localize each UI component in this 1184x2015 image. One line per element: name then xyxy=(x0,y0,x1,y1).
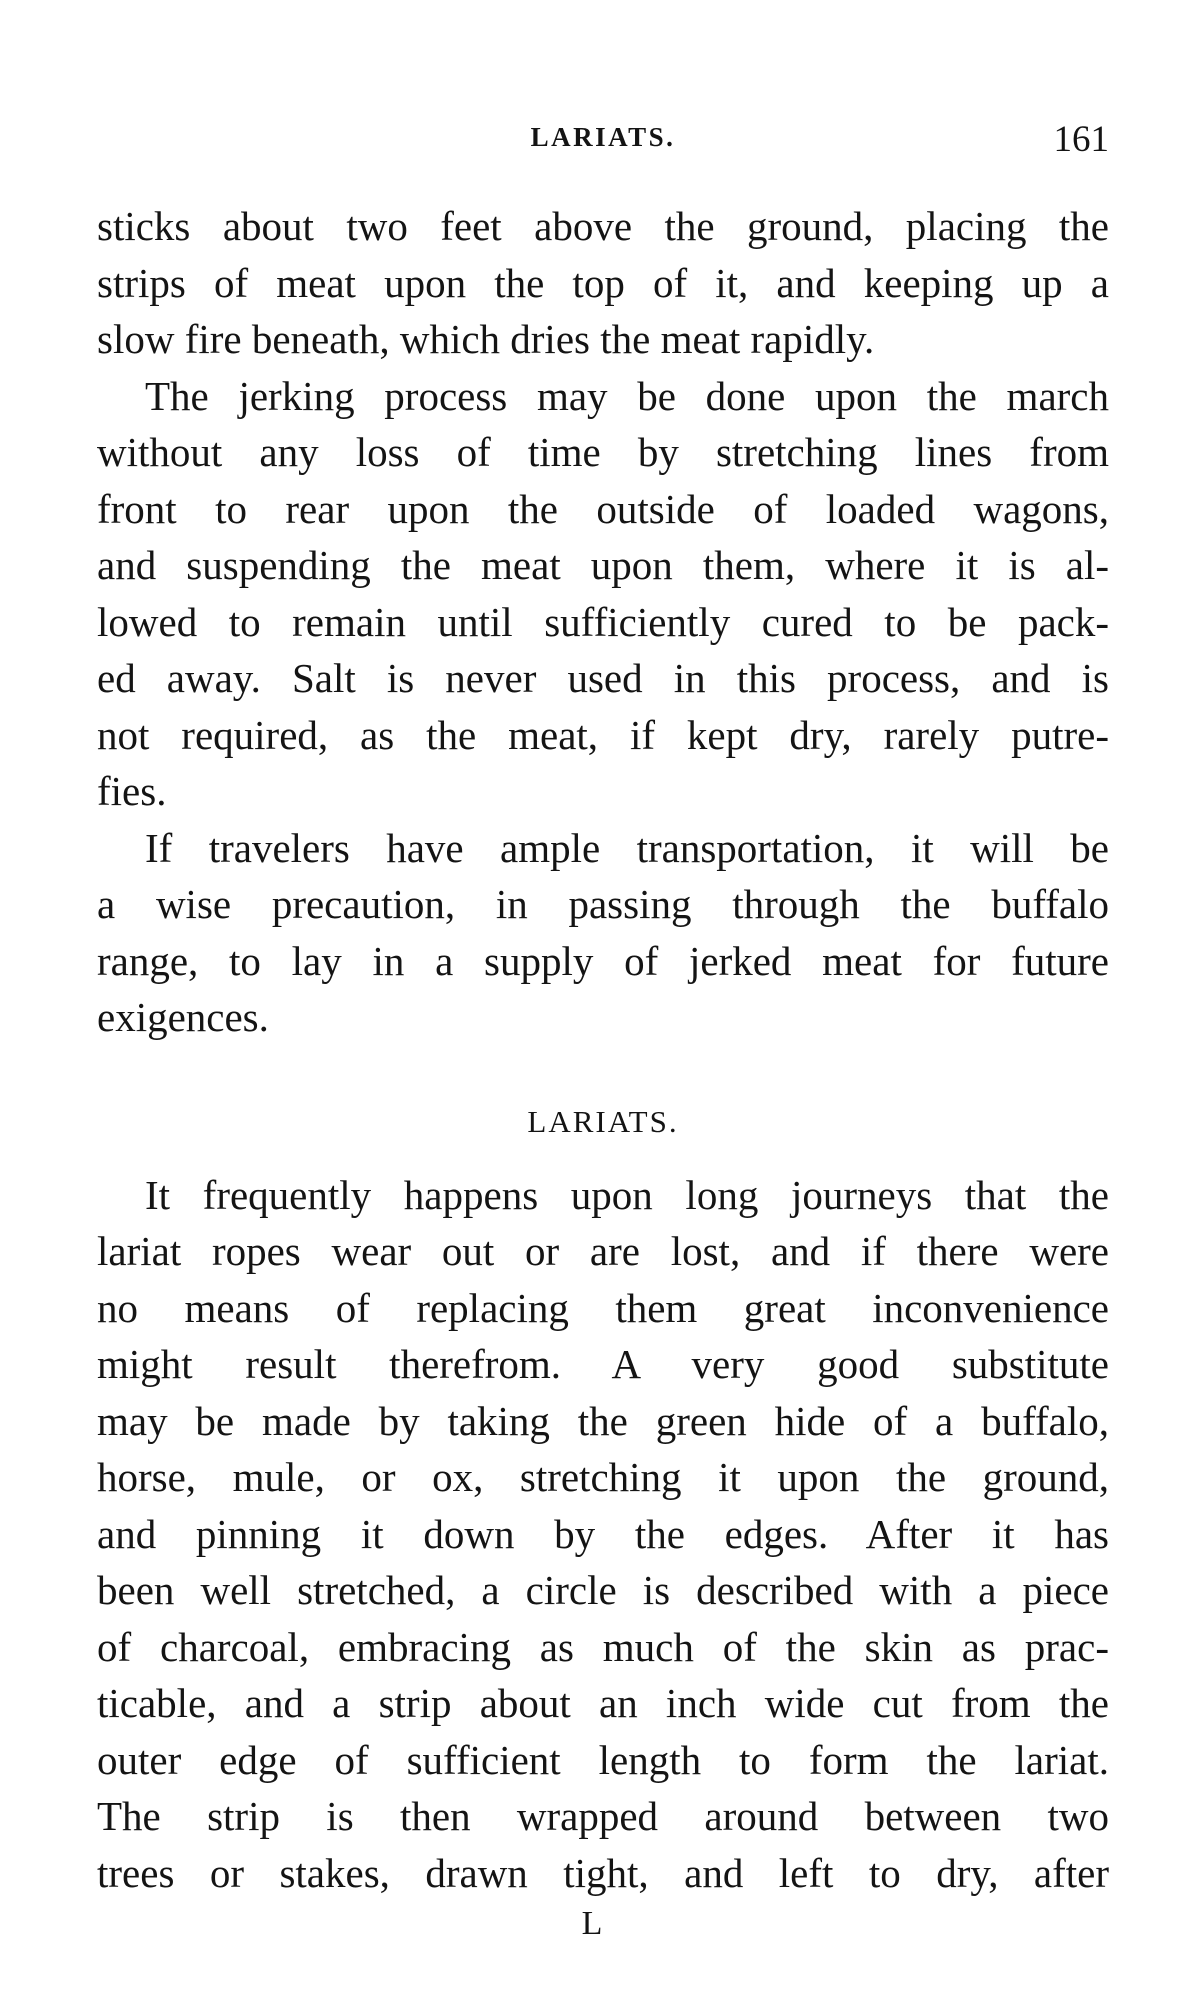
section-heading: LARIATS. xyxy=(527,1103,679,1139)
text-line: ed away. Salt is never used in this process, and is xyxy=(97,655,1109,701)
text-line: If travelers have ample transportation, it will be xyxy=(145,824,1109,871)
paragraph-jerking-on-march xyxy=(97,368,1109,820)
text-line: ticable, and a strip about an inch wide cut from the xyxy=(97,1680,1109,1726)
text-line: might result therefrom. A very good substitute xyxy=(97,1341,1109,1387)
text-line: outer edge of sufficient length to form the lariat. xyxy=(97,1736,1109,1783)
text-line: fies. xyxy=(97,768,167,814)
text-line: The jerking process may be done upon the march xyxy=(145,372,1109,419)
text-line: of charcoal, embracing as much of the skin as prac- xyxy=(97,1623,1109,1670)
text-line: The strip is then wrapped around between two xyxy=(97,1793,1109,1839)
text-line: without any loss of time by stretching lines from xyxy=(97,429,1109,475)
running-head xyxy=(97,118,1109,168)
text-line: lariat ropes wear out or are lost, and if there were xyxy=(97,1228,1109,1274)
text-line: It frequently happens upon long journeys that the xyxy=(145,1171,1109,1218)
text-line: lowed to remain until sufficiently cured to be pack- xyxy=(97,598,1109,645)
page-number: 161 xyxy=(1053,119,1109,160)
text-line: may be made by taking the green hide of a buffalo, xyxy=(97,1397,1109,1444)
text-line: range, to lay in a supply of jerked meat for future xyxy=(97,937,1109,984)
text-line: been well stretched, a circle is described with a piece xyxy=(97,1567,1109,1613)
text-line: and pinning it down by the edges. After it has xyxy=(97,1510,1109,1557)
paragraph-jerking-method xyxy=(97,198,1109,368)
text-line: no means of replacing them great inconvenience xyxy=(97,1284,1109,1331)
text-line: front to rear upon the outside of loaded wagons, xyxy=(97,485,1109,532)
body-text xyxy=(97,198,1109,1901)
text-line: a wise precaution, in passing through the buffalo xyxy=(97,881,1109,927)
text-line: sticks about two feet above the ground, placing the xyxy=(97,203,1109,249)
text-line: strips of meat upon the top of it, and keeping up a xyxy=(97,259,1109,306)
text-line: trees or stakes, drawn tight, and left to dry, after xyxy=(97,1849,1109,1896)
text-line: exigences. xyxy=(97,994,269,1040)
signature-mark: L xyxy=(581,1905,603,1942)
paragraph-precaution xyxy=(97,820,1109,1046)
text-line: not required, as the meat, if kept dry, rarely putre- xyxy=(97,711,1109,758)
paragraph-lariats xyxy=(97,1167,1109,1902)
text-line: horse, mule, or ox, stretching it upon the ground, xyxy=(97,1454,1109,1500)
text-line: slow fire beneath, which dries the meat rapidly. xyxy=(97,316,875,362)
running-title: LARIATS. xyxy=(530,122,676,152)
text-line: and suspending the meat upon them, where it is al- xyxy=(97,542,1109,588)
